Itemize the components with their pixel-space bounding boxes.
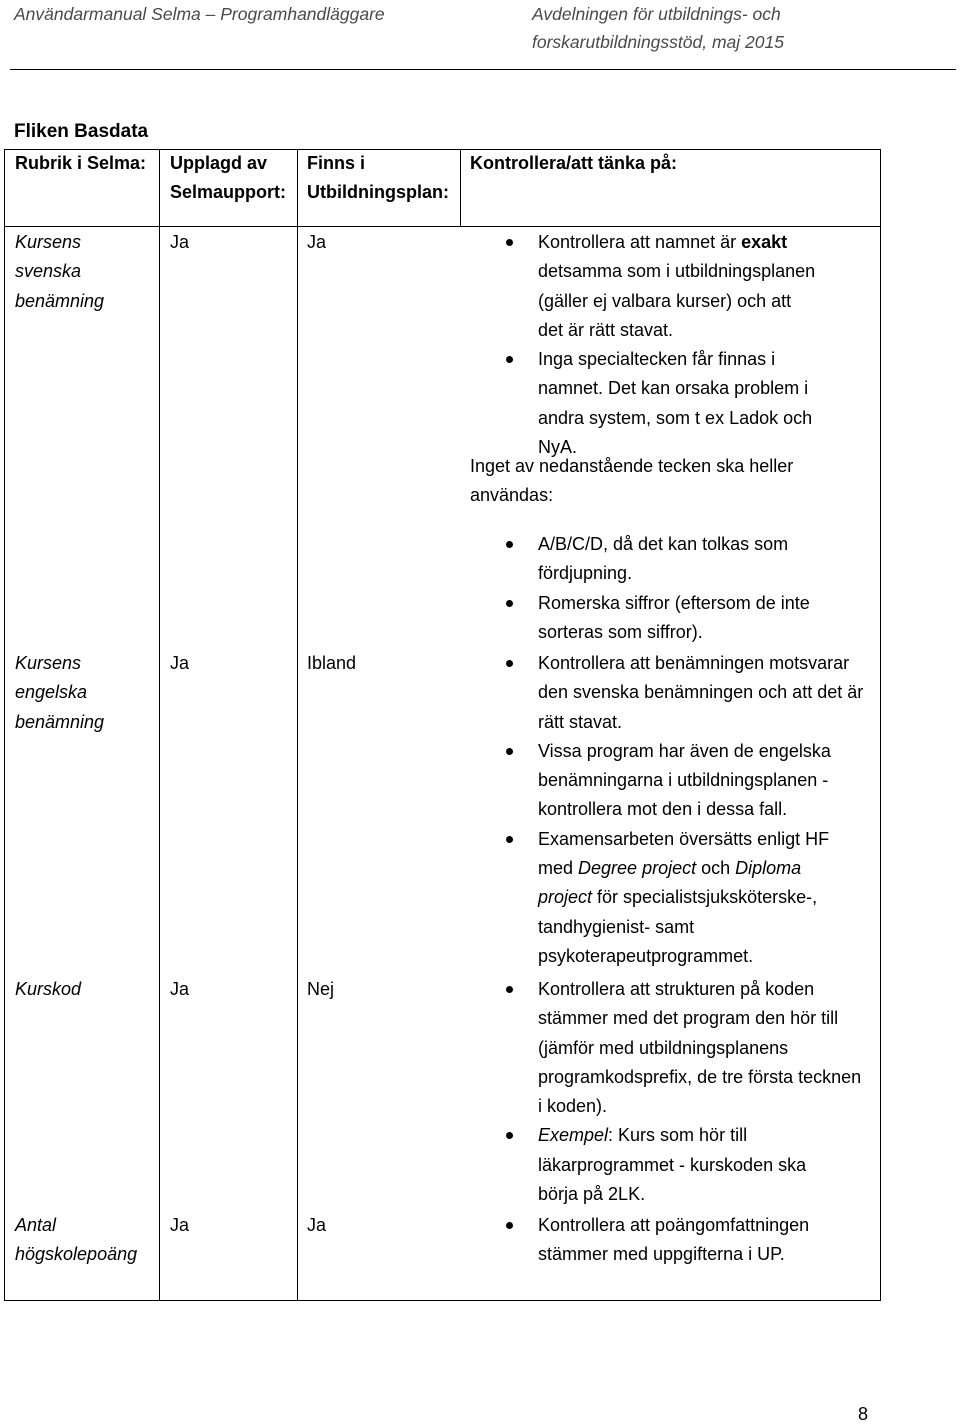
bullet-icon: [506, 748, 513, 755]
row-name-engelska: Kursens engelska benämning: [15, 653, 105, 732]
list-item: [470, 530, 880, 589]
document-header-title: Användarmanual Selma – Programhandläggare: [14, 4, 385, 24]
bullet-text: Examensarbeten översätts enligt HF med: [538, 828, 830, 879]
bullet-text-italic: Diploma project: [538, 858, 802, 908]
basdata-table: [4, 149, 881, 1301]
row-name-hogskolepoang: Antal högskolepoäng: [15, 1215, 138, 1265]
section-title: Fliken Basdata: [14, 121, 149, 142]
row-finns-svenska: Ja: [307, 232, 327, 252]
header-divider: [10, 69, 956, 70]
bullet-text: Kontrollera att poängomfattningen stämmer med uppgifterna i UP.: [538, 1215, 810, 1265]
list-item: [470, 737, 880, 825]
header-rubrik: Rubrik i Selma:: [15, 153, 147, 173]
bullet-text: A/B/C/D, då det kan tolkas som fördjupning.: [538, 534, 789, 584]
note-paragraph: Inget av nedanstående tecken ska heller användas:: [470, 456, 794, 506]
column-divider-2: [297, 149, 298, 1301]
list-item: [470, 589, 880, 648]
bullet-text: för specialistsjuksköterske-, tandhygienist- samt psykoterapeutprogrammet.: [538, 887, 818, 966]
row-upplagd-engelska: Ja: [170, 653, 190, 673]
bullet-text: Vissa program har även de engelska benämningarna i utbildningsplanen - kontrollera mot den i dessa fall.: [538, 740, 831, 820]
bullet-icon: [506, 660, 513, 667]
bullet-text-italic: Degree project: [578, 858, 697, 879]
row-finns-kurskod: Nej: [307, 979, 335, 999]
bullet-text: Kontrollera att benämningen motsvarar den svenska benämningen och att det är rätt stavat.: [538, 653, 864, 732]
table-border-left: [4, 149, 5, 1301]
bullet-list-svenska-chars: [470, 530, 880, 647]
document-header-department: [532, 0, 784, 56]
header-department-line1: Avdelningen för utbildnings- och: [532, 4, 781, 24]
column-divider-1: [159, 149, 160, 1301]
bullet-list-hogskolepoang: [470, 1211, 880, 1270]
row-finns-hogskolepoang: Ja: [307, 1215, 327, 1235]
bullet-text-emphasis: exakt: [741, 232, 788, 252]
header-finns: Finns i Utbildningsplan:: [307, 153, 449, 203]
list-item: [470, 649, 880, 737]
header-row-divider: [4, 226, 881, 227]
list-item: [470, 825, 880, 971]
bullet-icon: [506, 356, 513, 363]
row-upplagd-svenska: Ja: [170, 232, 190, 252]
bullet-icon: [506, 600, 513, 607]
header-upplagd: Upplagd av Selmaupport:: [170, 153, 287, 203]
list-item: [470, 345, 880, 462]
bullet-text: Romerska siffror (eftersom de inte sorteras som siffror).: [538, 592, 810, 642]
bullet-icon: [506, 986, 513, 993]
bullet-list-svenska: [470, 228, 880, 462]
bullet-icon: [506, 541, 513, 548]
bullet-text: : Kurs som hör till läkarprogrammet - kurskoden ska börja på 2LK.: [538, 1125, 807, 1205]
header-kontrollera: Kontrollera/att tänka på:: [470, 153, 678, 173]
bullet-text-italic: Exempel: [538, 1125, 609, 1146]
column-divider-3: [460, 149, 461, 227]
page-number: 8: [858, 1404, 869, 1424]
row-name-svenska: Kursens svenska benämning: [15, 232, 105, 311]
bullet-text: Inga specialtecken får finnas i namnet. Det kan orsaka problem i andra system, som t ex Ladok och NyA.: [538, 349, 813, 458]
table-border-right: [880, 149, 881, 1301]
table-border-bottom: [4, 1300, 881, 1301]
row-finns-engelska: Ibland: [307, 653, 357, 673]
bullet-icon: [506, 836, 513, 843]
row-upplagd-kurskod: Ja: [170, 979, 190, 999]
list-item: [470, 1211, 880, 1270]
header-department-line2: forskarutbildningsstöd, maj 2015: [532, 32, 784, 52]
bullet-icon: [506, 1132, 513, 1139]
row-upplagd-hogskolepoang: Ja: [170, 1215, 190, 1235]
bullet-text: Kontrollera att namnet är: [538, 232, 742, 252]
row-name-kurskod: Kurskod: [15, 979, 82, 999]
bullet-list-kurskod: [470, 975, 880, 1209]
list-item: [470, 975, 880, 1121]
bullet-text: Kontrollera att strukturen på koden stämmer med det program den hör till (jämför med utbildningsplanens programkodsprefix, de tre första tecknen i koden).: [538, 979, 862, 1117]
bullet-icon: [506, 1222, 513, 1229]
bullet-icon: [506, 239, 513, 246]
bullet-text: detsamma som i utbildningsplanen (gäller ej valbara kurser) och att det är rätt stavat.: [538, 261, 816, 340]
list-item: [470, 228, 880, 345]
bullet-list-engelska: [470, 649, 880, 971]
bullet-text: och: [696, 858, 736, 879]
list-item: [470, 1121, 880, 1209]
